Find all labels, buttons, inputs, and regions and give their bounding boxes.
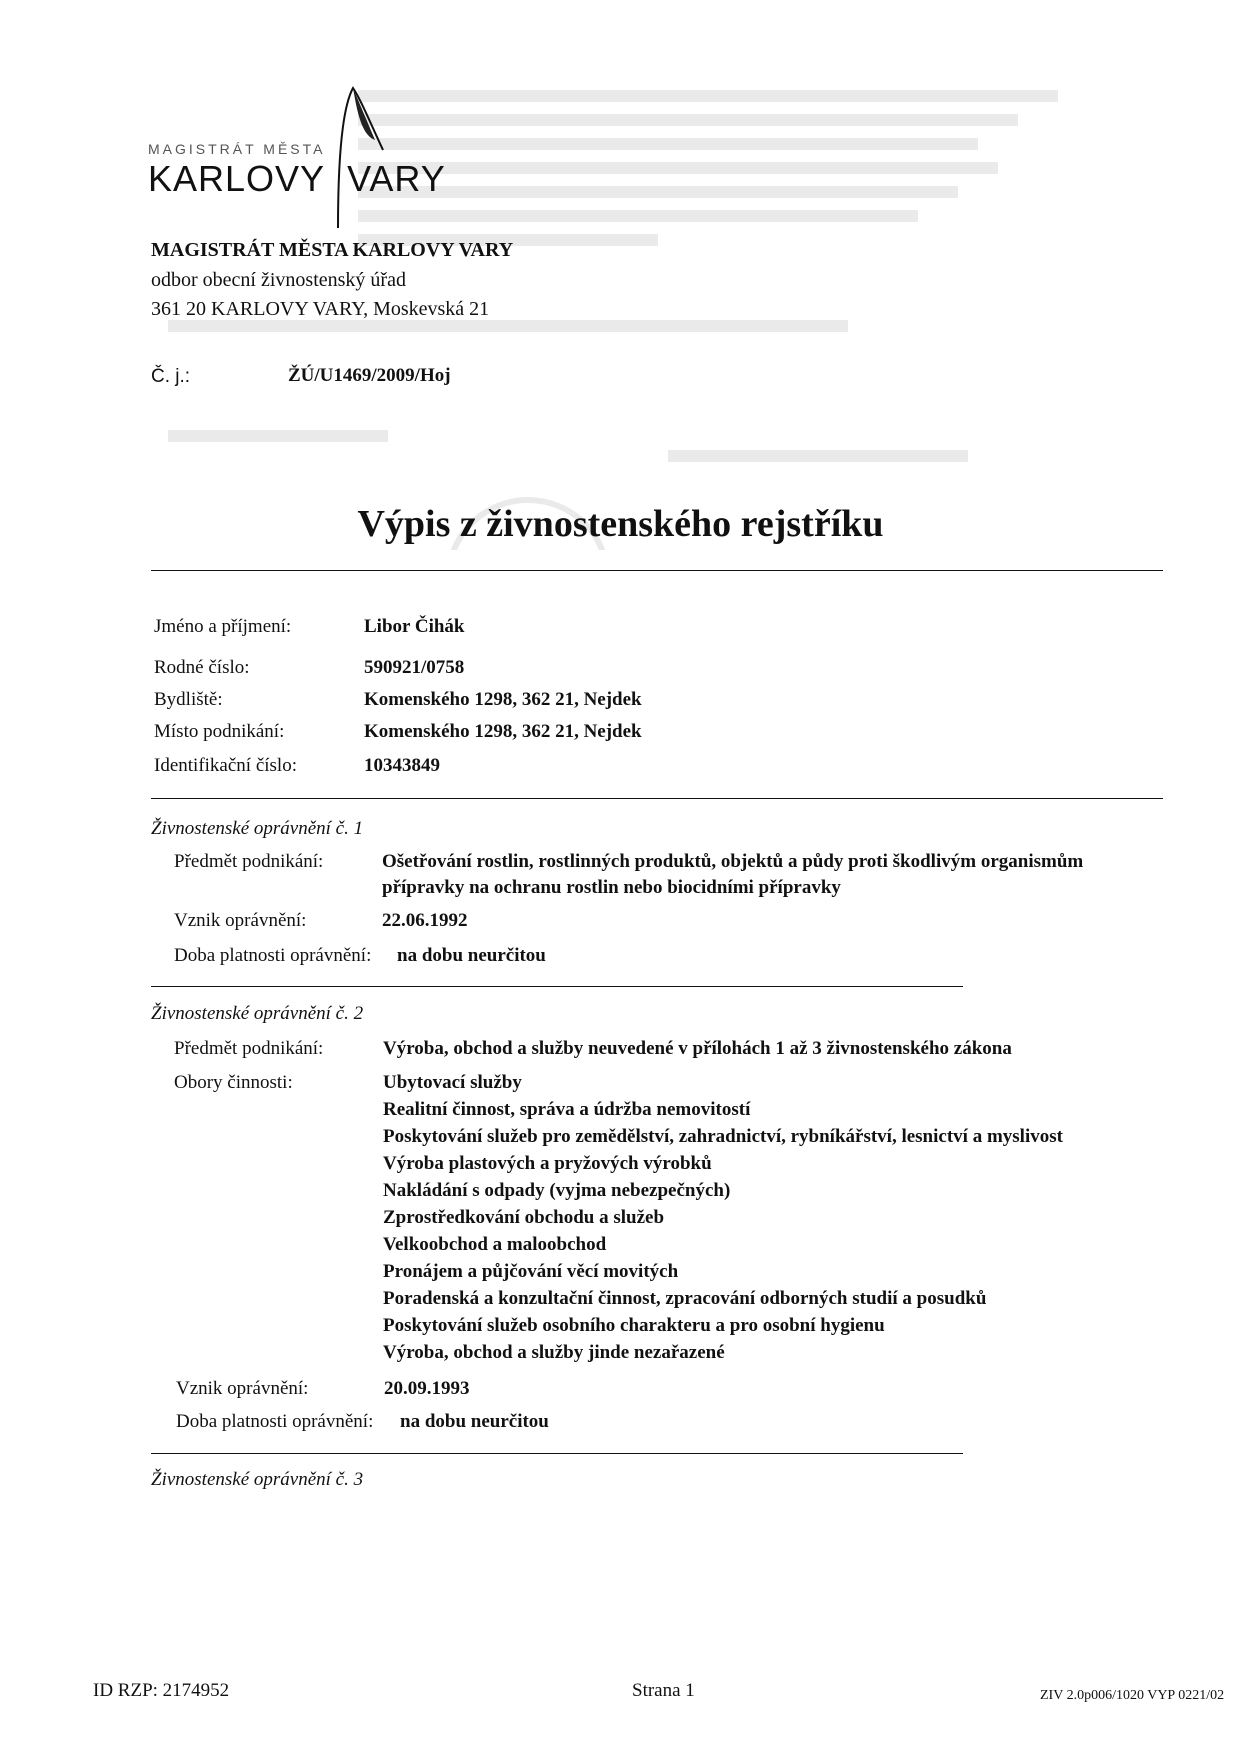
birth-number-label: Rodné číslo: <box>154 657 250 678</box>
residence-label: Bydliště: <box>154 689 223 710</box>
permit-2-field-item: Zprostředkování obchodu a služeb <box>383 1207 665 1228</box>
permit-2-heading: Živnostenské oprávnění č. 2 <box>151 1003 364 1024</box>
business-place-value: Komenského 1298, 362 21, Nejdek <box>364 721 642 742</box>
footer-page-number: Strana 1 <box>632 1680 695 1701</box>
reference-number: ŽÚ/U1469/2009/Hoj <box>288 365 451 386</box>
logo-word-vary: VARY <box>347 158 446 199</box>
permit-2-field-item: Velkoobchod a maloobchod <box>383 1234 607 1255</box>
permit-2-subject-value: Výroba, obchod a služby neuvedené v přílohách 1 až 3 živnostenského zákona <box>383 1038 1012 1059</box>
permit-2-field-item: Pronájem a půjčování věcí movitých <box>383 1261 679 1282</box>
authority-department: odbor obecní živnostenský úřad <box>151 269 406 291</box>
permit-2-field-item: Ubytovací služby <box>383 1072 522 1093</box>
permit-2-field-item: Poradenská a konzultační činnost, zpracování odborných studií a posudků <box>383 1288 987 1309</box>
footer-form-code: ZIV 2.0p006/1020 VYP 0221/02 <box>1040 1688 1225 1703</box>
permit-2-validity-value: na dobu neurčitou <box>400 1411 549 1432</box>
permit-2-origin-value: 20.09.1993 <box>384 1378 470 1399</box>
reference-label: Č. j.: <box>151 366 191 387</box>
permit-1-origin-value: 22.06.1992 <box>382 910 468 931</box>
company-id-value: 10343849 <box>364 755 440 776</box>
permit-2-field-item: Výroba plastových a pryžových výrobků <box>383 1153 712 1174</box>
logo-subtitle: MAGISTRÁT MĚSTA <box>148 141 326 157</box>
authority-name: MAGISTRÁT MĚSTA KARLOVY VARY <box>151 239 514 261</box>
logo-word-karlovy: KARLOVY <box>148 158 326 199</box>
permit-2-subject-label: Předmět podnikání: <box>174 1038 324 1059</box>
footer-id-rzp: ID RZP: 2174952 <box>93 1680 230 1701</box>
permit-1-divider <box>151 986 963 987</box>
permit-2-field-item: Poskytování služeb pro zemědělství, zahradnictví, rybníkářství, lesnictví a myslivost <box>383 1126 1063 1147</box>
permit-2-divider <box>151 1453 963 1454</box>
permit-1-subject-label: Předmět podnikání: <box>174 851 324 872</box>
permit-2-field-item: Poskytování služeb osobního charakteru a pro osobní hygienu <box>383 1315 885 1336</box>
permit-1-subject-line-2: přípravky na ochranu rostlin nebo biocidními přípravky <box>382 877 841 898</box>
permit-3-heading: Živnostenské oprávnění č. 3 <box>151 1469 364 1490</box>
permit-2-field-item: Nakládání s odpady (vyjma nebezpečných) <box>383 1180 731 1201</box>
permit-1-validity-label: Doba platnosti oprávnění: <box>174 945 372 966</box>
permit-1-origin-label: Vznik oprávnění: <box>174 910 307 931</box>
title-divider <box>151 570 1163 571</box>
person-name-label: Jméno a příjmení: <box>154 616 292 637</box>
permit-2-origin-label: Vznik oprávnění: <box>176 1378 309 1399</box>
permit-2-field-item: Realitní činnost, správa a údržba nemovitostí <box>383 1099 751 1120</box>
permit-1-heading: Živnostenské oprávnění č. 1 <box>151 818 364 839</box>
business-place-label: Místo podnikání: <box>154 721 285 742</box>
permit-2-field-item: Výroba, obchod a služby jinde nezařazené <box>383 1342 725 1363</box>
logo-wordmark <box>148 158 446 200</box>
logo-arc-mark <box>335 80 395 230</box>
birth-number-value: 590921/0758 <box>364 657 465 678</box>
person-name-value: Libor Čihák <box>364 616 465 637</box>
permit-2-fields-label: Obory činnosti: <box>174 1072 293 1093</box>
person-divider <box>151 798 1163 799</box>
permit-2-validity-label: Doba platnosti oprávnění: <box>176 1411 374 1432</box>
permit-1-subject-line-1: Ošetřování rostlin, rostlinných produktů, objektů a půdy proti škodlivým organismům <box>382 851 1084 872</box>
residence-value: Komenského 1298, 362 21, Nejdek <box>364 689 642 710</box>
permit-1-validity-value: na dobu neurčitou <box>397 945 546 966</box>
authority-address: 361 20 KARLOVY VARY, Moskevská 21 <box>151 298 490 320</box>
company-id-label: Identifikační číslo: <box>154 755 297 776</box>
page-title: Výpis z živnostenského rejstříku <box>357 503 884 545</box>
